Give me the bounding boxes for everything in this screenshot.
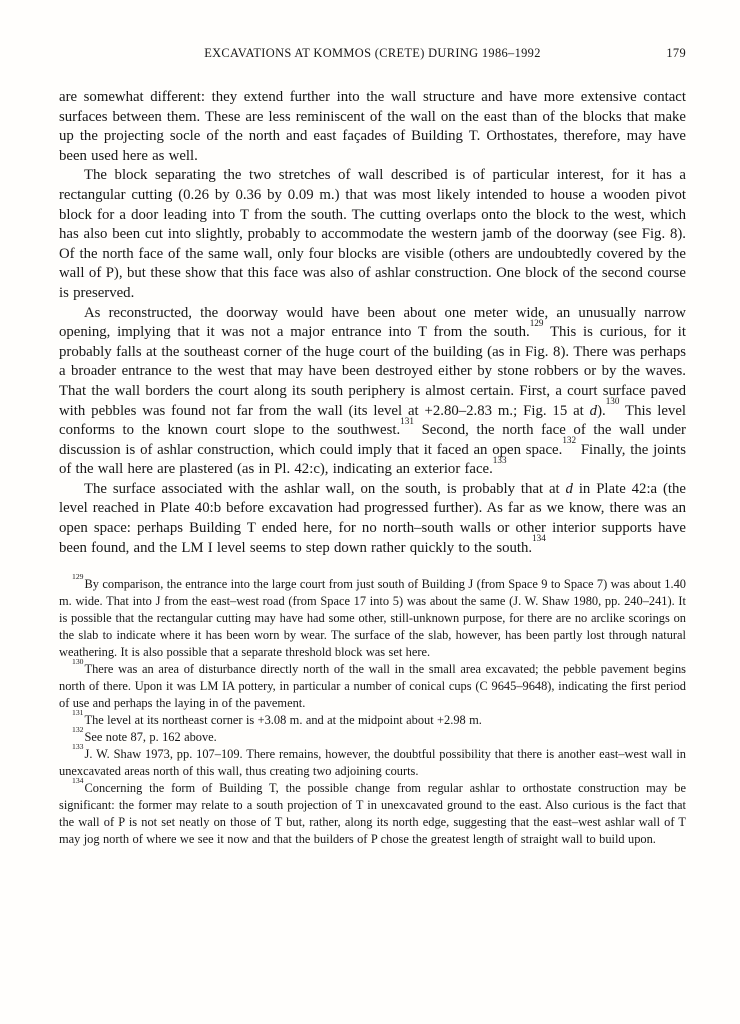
page-number: 179: [666, 46, 686, 60]
footnote-reference: 131: [400, 415, 414, 426]
italic-text: d: [565, 480, 573, 497]
body-text: [59, 88, 686, 558]
footnote-number: 132: [72, 725, 84, 735]
footnotes: [59, 572, 686, 848]
footnote: [59, 708, 686, 729]
paragraph: [59, 166, 686, 303]
text-run: This level conforms to the known court slope to the southwest.: [59, 402, 686, 439]
text-run: The surface associated with the ashlar wall, on the south, is probably that at: [84, 480, 566, 497]
paragraph: [59, 480, 686, 558]
text-run: See note 87, p. 162 above.: [84, 730, 217, 745]
footnote: [59, 657, 686, 712]
text-run: ).: [597, 402, 606, 419]
paragraph: [59, 88, 686, 166]
paragraph: [59, 304, 686, 480]
text-run: are somewhat different: they extend further into the wall structure and have more extensive contact surfaces between them. These are less reminiscent of the wall on the east than of the blocks that make up the projecting socle of the north and east façades of Building T. Orthostates, therefore, may have been used here as well.: [59, 89, 686, 164]
footnote-reference: 129: [529, 317, 544, 328]
text-run: This is curious, for it probably falls at the southeast corner of the huge court of the building (as in Fig. 8). There was perhaps a broader entrance to the west that may have been destroyed either by stone robbers or by the waves. That the wall borders the court along its south periphery is almost certain. First, a court surface paved with pebbles was found not far from the wall (its level at +2.80–2.83 m.; Fig. 15 at: [59, 324, 686, 419]
footnote-number: 134: [72, 776, 84, 786]
footnote: [59, 725, 686, 746]
footnote-number: 131: [72, 708, 84, 718]
footnote: [59, 776, 686, 848]
text-run: J. W. Shaw 1973, pp. 107–109. There remains, however, the doubtful possibility that there is another east–west wall in unexcavated areas north of this wall, thus creating two adjoining courts.: [59, 747, 686, 779]
text-run: Second, the north face of the wall under discussion is of ashlar construction, which could imply that it faced an open space.: [59, 422, 686, 458]
footnote-reference: 133: [492, 454, 507, 465]
running-title: EXCAVATIONS AT KOMMOS (CRETE) DURING 1986–1992: [204, 46, 541, 60]
text-run: Finally, the joints of the wall here are plastered (as in Pl. 42:c), indicating an exterior face.: [59, 441, 686, 478]
footnote-number: 133: [72, 742, 84, 752]
text-run: By comparison, the entrance into the large court from just south of Building J (from Space 9 to Space 7) was about 1.40 m. wide. That into J from the east–west road (from Space 17 into 5) was about the same (J. W. Shaw 1980, pp. 240–241). It is possible that the rectangular cutting may have had some other, still-unknown purpose, for there are no arclike scorings on the slab to indicate where it has been worn by wear. The surface of the slab, however, has been partly lost through natural weathering. It is also possible that a separate threshold block was set here.: [59, 577, 686, 660]
footnote: [59, 742, 686, 780]
footnote-number: 130: [72, 657, 84, 667]
italic-text: d: [589, 402, 598, 419]
footnote-reference: 132: [562, 435, 577, 446]
footnote: [59, 572, 686, 661]
text-run: There was an area of disturbance directly north of the wall in the small area excavated; the pebble pavement begins north of there. Upon it was LM IA pottery, in particular a number of conical cups (C 9645–9648), indicating the first period of use and perhaps the laying in of the pavement.: [59, 662, 686, 711]
text-run: As reconstructed, the doorway would have been about one meter wide, an unusually narrow opening, implying that it was not a major entrance into T from the south.: [59, 304, 686, 341]
footnote-reference: 134: [532, 533, 546, 544]
text-run: The block separating the two stretches of wall described is of particular interest, for it has a rectangular cutting (0.26 by 0.36 by 0.09 m.) that was most likely intended to house a wooden pivot block for a door leading into T from the south. The cutting overlaps onto the block to the west, which has also been cut into slightly, probably to accommodate the western jamb of the doorway (see Fig. 8). Of the north face of the same wall, only four blocks are visible (others are undoubtedly covered by the wall of P), but these show that this face was also of ashlar construction. One block of the second course is preserved.: [59, 167, 686, 301]
footnote-number: 129: [72, 572, 84, 582]
text-run: The level at its northeast corner is +3.08 m. and at the midpoint about +2.98 m.: [84, 713, 482, 728]
footnote-reference: 130: [605, 396, 620, 407]
text-run: in Plate 42:a (the level reached in Plate 40:b before excavation had progressed further). As far as we know, there was an open space: perhaps Building T ended here, for no north–south walls or other interior supports have been found, and the LM I level seems to step down rather quickly to the south.: [59, 480, 686, 556]
page-header: [59, 46, 686, 61]
text-run: Concerning the form of Building T, the possible change from regular ashlar to orthostate construction may be significant: the former may relate to a south projection of T in unexcavated ground to the east. Also curious is the fact that the wall of P is not set neatly on those of T but, rather, along its north edge, suggesting that the east–west ashlar wall of T may jog north of where we see it now and that the builders of P chose the greatest length of straight wall to build upon.: [59, 781, 686, 847]
